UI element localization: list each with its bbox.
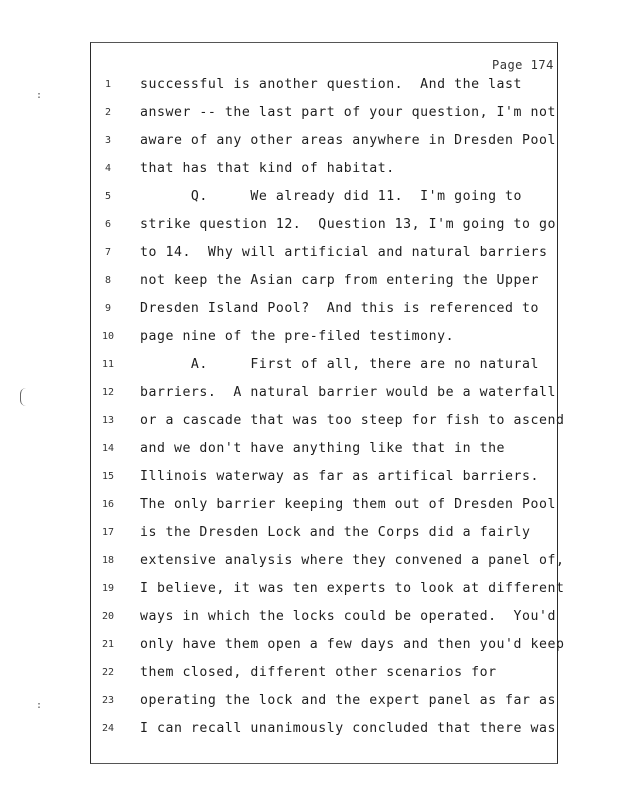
line-number: 11 [101,359,115,370]
line-text: not keep the Asian carp from entering the Upper [140,273,540,288]
transcript-line [0,553,618,573]
line-number: 22 [101,667,115,678]
line-number: 14 [101,443,115,454]
line-number: 18 [101,555,115,566]
transcript-line [0,637,618,657]
transcript-line [0,357,618,377]
line-number: 15 [101,471,115,482]
transcript-line [0,525,618,545]
line-text: I believe, it was ten experts to look at different [140,581,565,596]
line-number: 12 [101,387,115,398]
line-text: Q. We already did 11. I'm going to [140,189,523,204]
transcript-line [0,217,618,237]
transcript-line [0,329,618,349]
line-number: 8 [104,275,112,286]
line-number: 23 [101,695,115,706]
line-number: 16 [101,499,115,510]
transcript-line [0,609,618,629]
transcript-line [0,693,618,713]
line-number: 1 [104,79,112,90]
line-text: The only barrier keeping them out of Dresden Pool [140,497,556,512]
transcript-line [0,161,618,181]
transcript-line [0,273,618,293]
transcript-line [0,77,618,97]
line-text: answer -- the last part of your question, I'm not [140,105,556,120]
transcript-line [0,301,618,321]
transcript-line [0,105,618,125]
line-text: A. First of all, there are no natural [140,357,540,372]
transcript-line [0,133,618,153]
line-text: or a cascade that was too steep for fish to ascend [140,413,565,428]
line-number: 3 [104,135,112,146]
line-number: 13 [101,415,115,426]
line-number: 19 [101,583,115,594]
transcript-line [0,721,618,741]
line-number: 4 [104,163,112,174]
scan-speck: : [36,700,43,711]
line-text: only have them open a few days and then you'd keep [140,637,565,652]
line-number: 21 [101,639,115,650]
line-text: to 14. Why will artificial and natural barriers [140,245,548,260]
line-text: them closed, different other scenarios for [140,665,497,680]
line-text: Illinois waterway as far as artifical barriers. [140,469,540,484]
line-number: 7 [104,247,112,258]
scan-speck: : [36,90,43,101]
line-text: that has that kind of habitat. [140,161,395,176]
transcript-line [0,189,618,209]
line-number: 20 [101,611,115,622]
line-text: barriers. A natural barrier would be a waterfall [140,385,556,400]
transcript-line [0,245,618,265]
line-number: 6 [104,219,112,230]
line-number: 17 [101,527,115,538]
line-number: 2 [104,107,112,118]
line-number: 24 [101,723,115,734]
line-number: 5 [104,191,112,202]
line-number: 10 [101,331,115,342]
line-text: page nine of the pre-filed testimony. [140,329,455,344]
line-text: Dresden Island Pool? And this is referenced to [140,301,540,316]
line-text: I can recall unanimously concluded that there was [140,721,556,736]
line-text: operating the lock and the expert panel as far as [140,693,556,708]
line-number: 9 [104,303,112,314]
line-text: is the Dresden Lock and the Corps did a fairly [140,525,531,540]
transcript-line [0,581,618,601]
line-text: ways in which the locks could be operated. You'd [140,609,556,624]
transcript-line [0,441,618,461]
line-text: extensive analysis where they convened a panel of, [140,553,565,568]
line-text: aware of any other areas anywhere in Dresden Pool [140,133,556,148]
transcript-line [0,385,618,405]
transcript-line [0,413,618,433]
line-text: and we don't have anything like that in the [140,441,506,456]
page-number: Page 174 [492,58,554,72]
transcript-line [0,469,618,489]
transcript-line [0,665,618,685]
line-text: strike question 12. Question 13, I'm going to go [140,217,556,232]
transcript-line [0,497,618,517]
line-text: successful is another question. And the last [140,77,523,92]
